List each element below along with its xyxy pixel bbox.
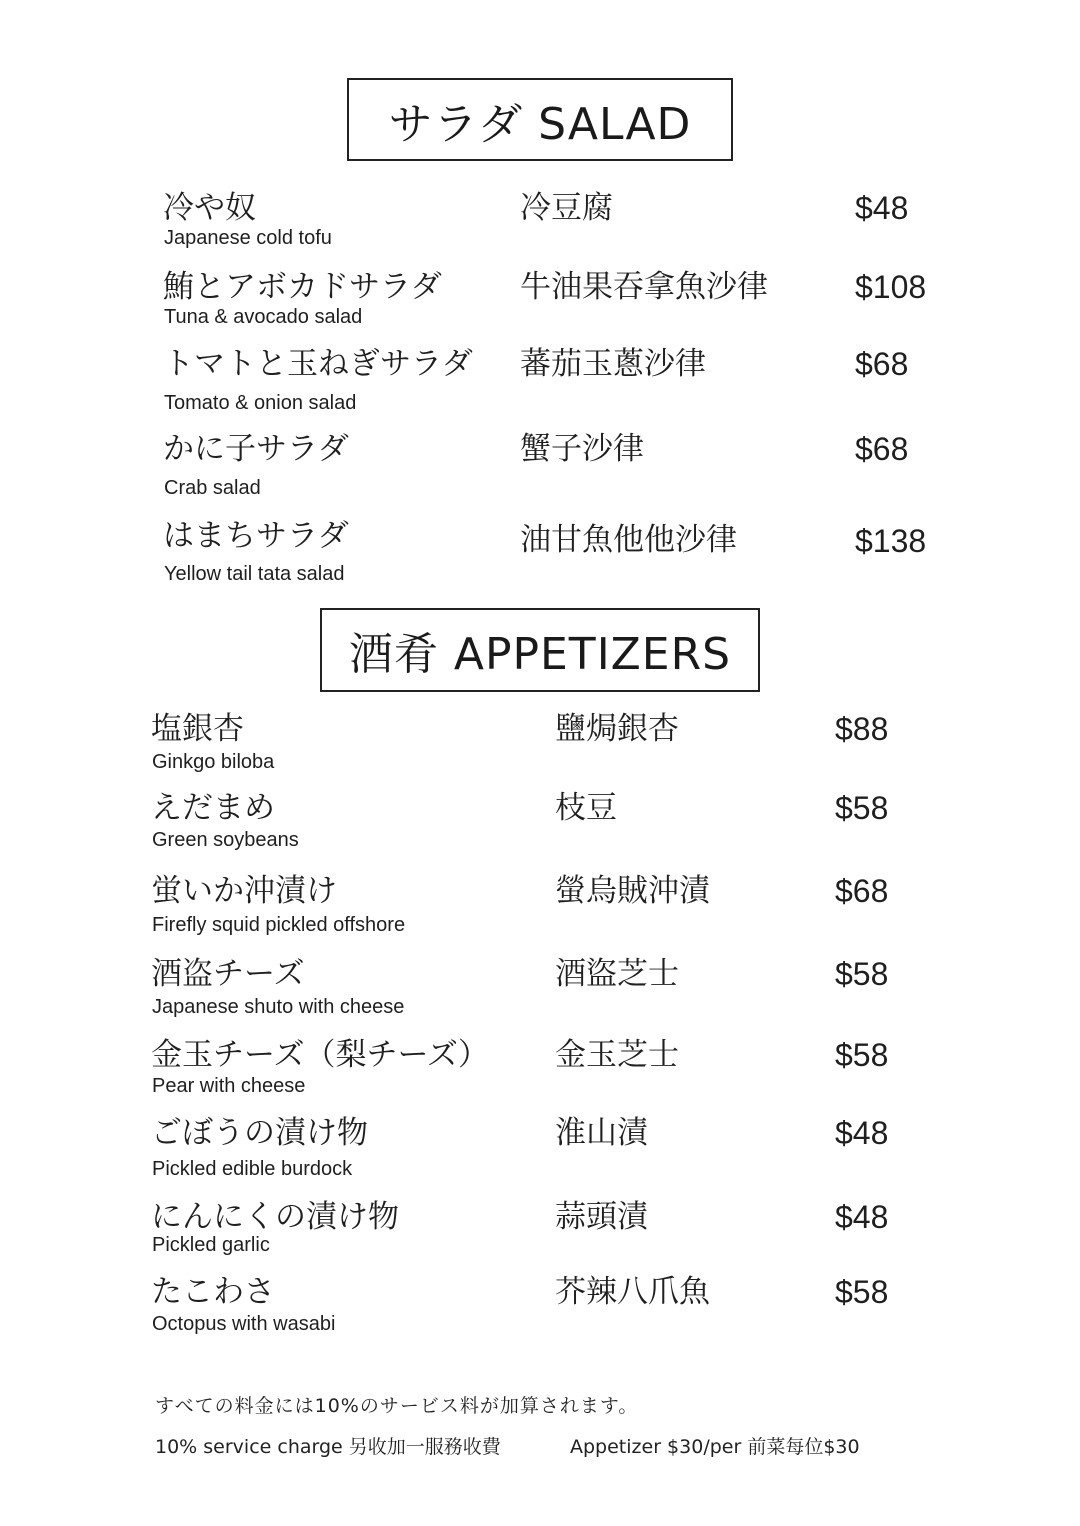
service-charge-note: 10% service charge 另收加一服務收費 — [155, 1436, 501, 1458]
item-name-japanese: トマトと玉ねぎサラダ — [163, 346, 473, 382]
item-name-chinese: 蒜頭漬 — [555, 1199, 648, 1235]
item-name-chinese: 芥辣八爪魚 — [555, 1274, 710, 1310]
item-name-chinese: 油甘魚他他沙律 — [520, 522, 737, 558]
menu-item — [0, 190, 1080, 270]
item-name-english: Firefly squid pickled offshore — [152, 914, 406, 936]
appetizer-charge-note: Appetizer $30/per 前菜每位$30 — [570, 1436, 860, 1458]
item-price: $58 — [835, 956, 889, 992]
item-price: $58 — [835, 1274, 889, 1310]
item-name-japanese: はまちサラダ — [163, 518, 349, 554]
item-name-english: Japanese cold tofu — [164, 227, 332, 249]
item-name-chinese: 鹽焗銀杏 — [555, 711, 679, 747]
item-price: $88 — [835, 711, 889, 747]
menu-item — [0, 1115, 1080, 1195]
item-name-english: Tomato & onion salad — [164, 392, 357, 414]
service-charge-note-japanese: すべての料金には10%のサービス料が加算されます。 — [155, 1395, 639, 1417]
item-price: $68 — [855, 346, 909, 382]
menu-item — [0, 956, 1080, 1036]
item-name-english: Pickled edible burdock — [152, 1158, 353, 1180]
item-name-japanese: 冷や奴 — [163, 190, 256, 226]
item-name-japanese: 酒盗チーズ — [151, 956, 305, 992]
item-price: $48 — [835, 1115, 889, 1151]
menu-item — [0, 1199, 1080, 1279]
menu-item — [0, 269, 1080, 349]
item-price: $58 — [835, 1037, 889, 1073]
item-price: $138 — [855, 523, 927, 559]
item-name-japanese: にんにくの漬け物 — [151, 1199, 399, 1235]
item-name-chinese: 牛油果吞拿魚沙律 — [520, 269, 768, 305]
item-price: $68 — [855, 431, 909, 467]
menu-item — [0, 346, 1080, 426]
item-name-chinese: 金玉芝士 — [555, 1037, 679, 1073]
menu-item — [0, 1274, 1080, 1354]
item-price: $48 — [855, 190, 909, 226]
item-price: $68 — [835, 873, 889, 909]
item-name-english: Octopus with wasabi — [152, 1313, 336, 1335]
item-name-english: Ginkgo biloba — [152, 751, 275, 773]
menu-item — [0, 790, 1080, 870]
menu-item — [0, 518, 1080, 598]
item-name-english: Pickled garlic — [152, 1234, 270, 1256]
item-price: $48 — [835, 1199, 889, 1235]
item-name-chinese: 螢烏賊沖漬 — [555, 873, 710, 909]
item-name-japanese: えだまめ — [151, 790, 275, 826]
item-name-english: Pear with cheese — [152, 1075, 306, 1097]
item-name-english: Crab salad — [164, 477, 261, 499]
item-name-japanese: 蛍いか沖漬け — [151, 873, 337, 909]
item-name-english: Green soybeans — [152, 829, 299, 851]
item-name-english: Japanese shuto with cheese — [152, 996, 405, 1018]
item-price: $58 — [835, 790, 889, 826]
item-name-chinese: 蕃茄玉蔥沙律 — [520, 346, 706, 382]
item-name-japanese: 金玉チーズ（梨チーズ） — [151, 1037, 489, 1073]
menu-item — [0, 711, 1080, 791]
item-price: $108 — [855, 269, 927, 305]
menu-item — [0, 1037, 1080, 1117]
appetizers-section-title: 酒肴 APPETIZERS — [320, 608, 760, 692]
item-name-japanese: 鮪とアボカドサラダ — [163, 269, 442, 305]
item-name-chinese: 淮山漬 — [555, 1115, 648, 1151]
item-name-chinese: 酒盜芝士 — [555, 956, 679, 992]
item-name-japanese: 塩銀杏 — [151, 711, 244, 747]
item-name-english: Yellow tail tata salad — [164, 563, 345, 585]
item-name-japanese: ごぼうの漬け物 — [151, 1115, 368, 1151]
item-name-chinese: 蟹子沙律 — [520, 431, 644, 467]
item-name-english: Tuna & avocado salad — [164, 306, 363, 328]
item-name-chinese: 枝豆 — [555, 790, 617, 826]
item-name-japanese: かに子サラダ — [163, 431, 349, 467]
menu-item — [0, 873, 1080, 953]
salad-section-title: サラダ SALAD — [347, 78, 733, 161]
item-name-chinese: 冷豆腐 — [520, 190, 613, 226]
menu-item — [0, 431, 1080, 511]
item-name-japanese: たこわさ — [151, 1274, 275, 1310]
